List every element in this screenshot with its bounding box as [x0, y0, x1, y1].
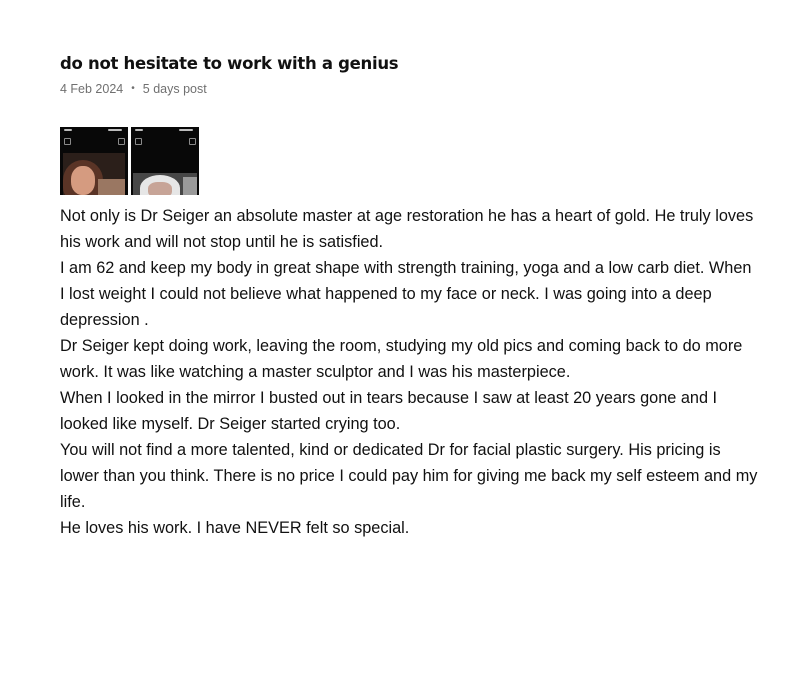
status-bar	[131, 127, 199, 133]
review-paragraph: Dr Seiger kept doing work, leaving the room, studying my old pics and coming back to do more work. It was like watching a master sculptor and I was his masterpiece.	[60, 337, 743, 381]
review-paragraph: I am 62 and keep my body in great shape with strength training, yoga and a low carb diet. When I lost weight I could not believe what happened to my face or neck. I was going into a deep depression .	[60, 259, 752, 329]
camera-icon	[64, 138, 71, 145]
review-body	[60, 203, 760, 541]
review-photo-2[interactable]	[131, 127, 199, 195]
switch-camera-icon	[118, 138, 125, 145]
review-meta	[60, 81, 760, 97]
back-icon	[135, 138, 142, 145]
review-title: do not hesitate to work with a genius	[60, 54, 399, 73]
review-paragraph: Not only is Dr Seiger an absolute master at age restoration he has a heart of gold. He truly loves his work and will not stop until he is satisfied.	[60, 207, 754, 251]
status-bar	[60, 127, 128, 133]
review-photos	[60, 127, 760, 195]
meta-separator: •	[131, 83, 135, 94]
review-card	[60, 52, 760, 541]
review-paragraph: You will not find a more talented, kind or dedicated Dr for facial plastic surgery. His pricing is lower than you think. There is no price I could pay him for giving me back my self esteem and my life.	[60, 441, 758, 511]
review-paragraph: He loves his work. I have NEVER felt so special.	[60, 519, 410, 537]
menu-icon	[189, 138, 196, 145]
review-paragraph: When I looked in the mirror I busted out in tears because I saw at least 20 years gone and I looked like myself. Dr Seiger started crying too.	[60, 389, 718, 433]
review-relative-time: 5 days post	[142, 82, 207, 96]
review-date: 4 Feb 2024	[60, 82, 124, 96]
review-photo-1[interactable]	[60, 127, 128, 195]
